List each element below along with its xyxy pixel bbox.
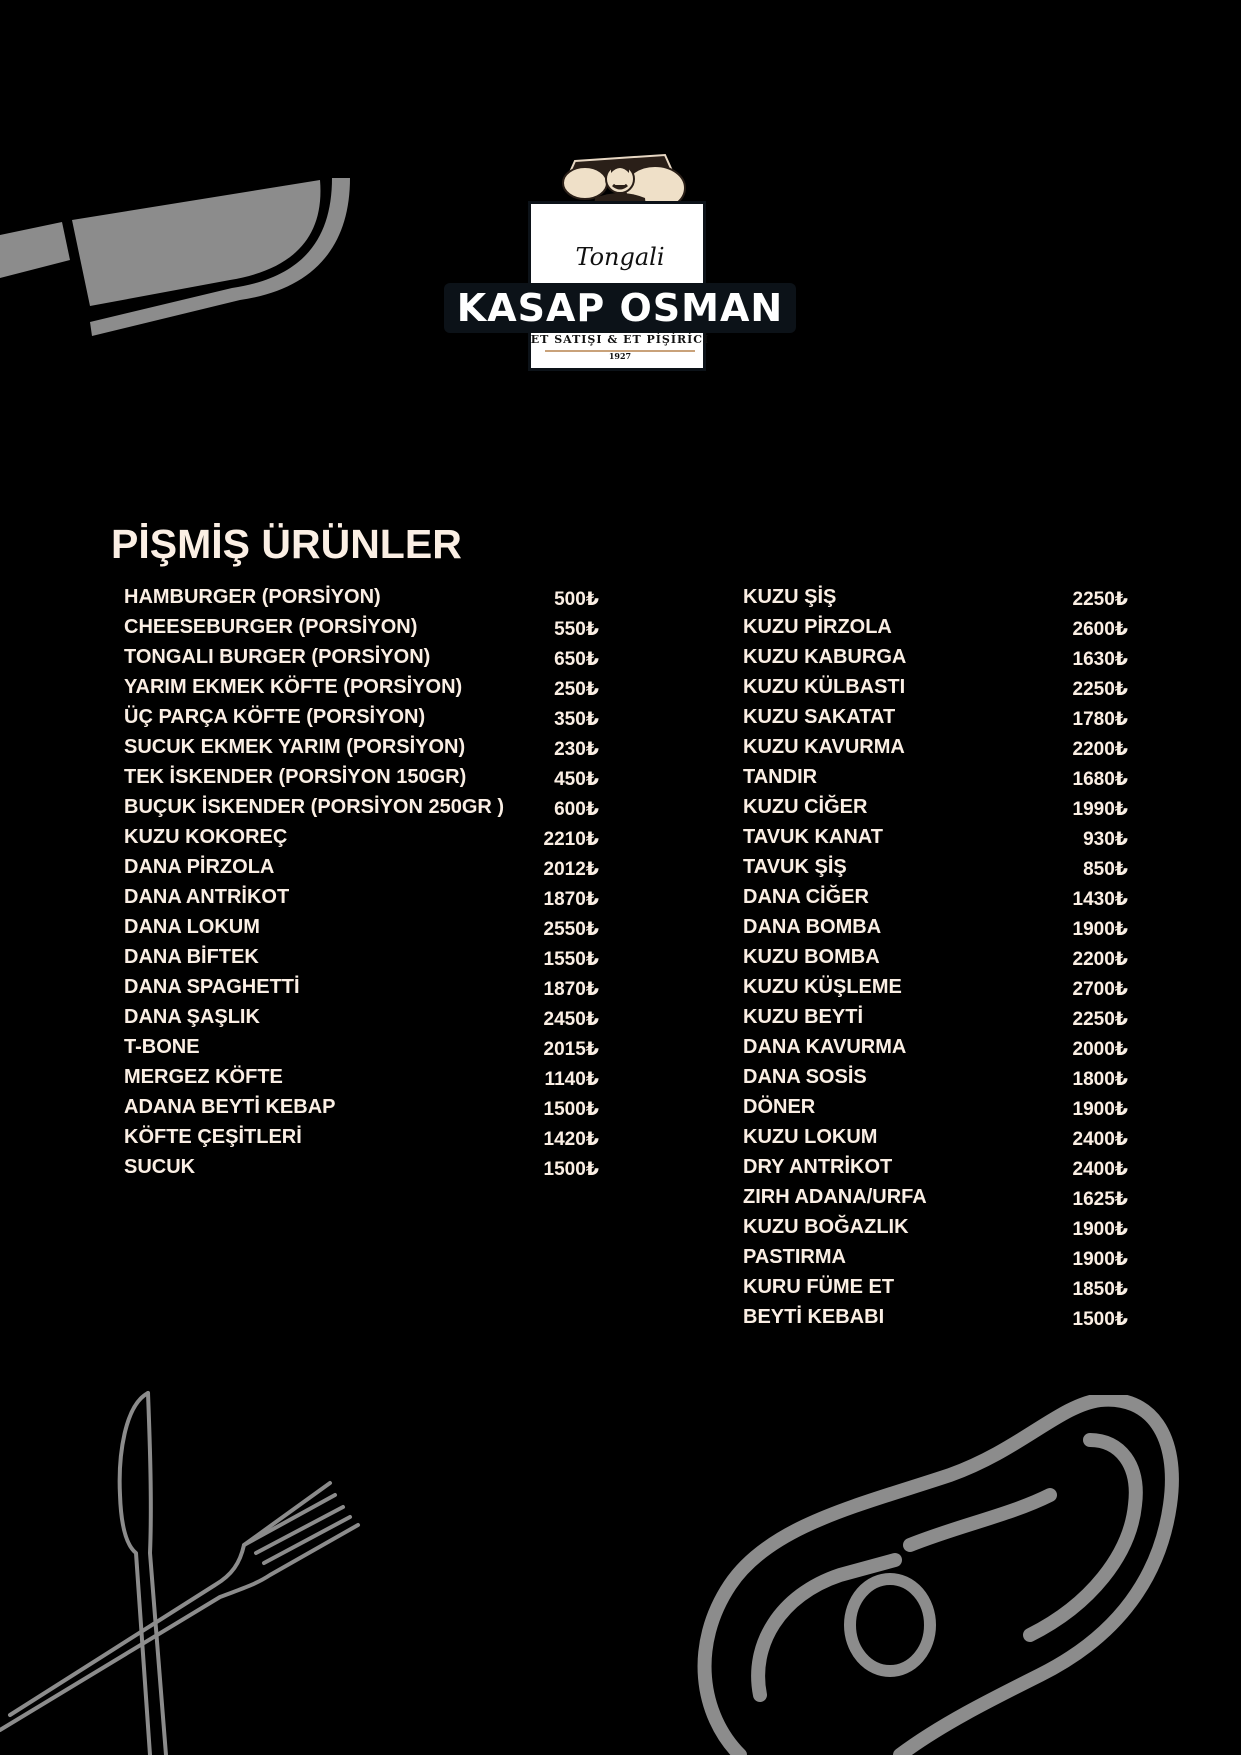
cleaver-icon xyxy=(0,170,360,350)
menu-item-price: 250₺ xyxy=(554,679,599,700)
menu-item-price: 1900₺ xyxy=(1072,919,1128,940)
steak-icon xyxy=(690,1395,1210,1755)
menu-item-name: KUZU BOMBA xyxy=(743,946,880,968)
menu-item xyxy=(743,942,1128,972)
menu-item-name: SUCUK xyxy=(124,1156,196,1178)
menu-item-name: KUZU KOKOREÇ xyxy=(124,826,288,848)
menu-item-price: 1420₺ xyxy=(543,1129,599,1150)
menu-item-name: DANA ANTRİKOT xyxy=(124,886,290,908)
menu-item-price: 2200₺ xyxy=(1072,949,1128,970)
menu-item-name: KUZU BEYTİ xyxy=(743,1006,863,1028)
menu-item xyxy=(743,822,1128,852)
menu-item-name: KUZU ŞİŞ xyxy=(743,586,837,608)
menu-item-name: TONGALI BURGER (PORSİYON) xyxy=(124,646,431,668)
menu-item-price: 1630₺ xyxy=(1072,649,1128,670)
menu-item-name: CHEESEBURGER (PORSİYON) xyxy=(124,616,418,638)
menu-item-name: DANA SPAGHETTİ xyxy=(124,976,300,998)
menu-item-price: 2600₺ xyxy=(1072,619,1128,640)
menu-item-name: HAMBURGER (PORSİYON) xyxy=(124,586,381,608)
menu-item-name: DANA LOKUM xyxy=(124,916,260,938)
menu-item-price: 2210₺ xyxy=(543,829,599,850)
menu-item-name: DANA ŞAŞLIK xyxy=(124,1006,260,1028)
menu-item xyxy=(743,1302,1128,1332)
menu-item xyxy=(743,912,1128,942)
menu-item-name: TAVUK KANAT xyxy=(743,826,883,848)
brand-logo xyxy=(440,143,800,368)
menu-item xyxy=(124,912,599,942)
menu-item xyxy=(124,792,599,822)
menu-item-price: 1870₺ xyxy=(543,979,599,1000)
brand-year: 1927 xyxy=(608,351,632,361)
menu-item-name: KUZU SAKATAT xyxy=(743,706,896,728)
menu-item-price: 1850₺ xyxy=(1072,1279,1128,1300)
menu-item-price: 2450₺ xyxy=(543,1009,599,1030)
menu-item-name: KUZU KAVURMA xyxy=(743,736,905,758)
menu-item xyxy=(743,1242,1128,1272)
menu-item-name: TEK İSKENDER (PORSİYON 150GR) xyxy=(124,766,467,788)
menu-item-price: 1140₺ xyxy=(544,1069,599,1090)
menu-item-price: 2550₺ xyxy=(543,919,599,940)
menu-item-price: 930₺ xyxy=(1083,829,1128,850)
menu-item xyxy=(743,762,1128,792)
menu-item xyxy=(743,1212,1128,1242)
menu-item xyxy=(124,762,599,792)
menu-item-name: ÜÇ PARÇA KÖFTE (PORSİYON) xyxy=(124,706,426,728)
menu-item xyxy=(124,1122,599,1152)
menu-item xyxy=(743,1062,1128,1092)
menu-item-price: 450₺ xyxy=(554,769,599,790)
brand-script-name: Tongali xyxy=(575,243,665,271)
menu-item-price: 1500₺ xyxy=(1072,1309,1128,1330)
menu-item xyxy=(124,702,599,732)
menu-item-price: 500₺ xyxy=(554,589,599,610)
menu-item-price: 2250₺ xyxy=(1072,1009,1128,1030)
menu-item xyxy=(743,1152,1128,1182)
menu-item xyxy=(124,1092,599,1122)
menu-item-name: DANA KAVURMA xyxy=(743,1036,907,1058)
menu-item xyxy=(124,612,599,642)
menu-item-price: 2700₺ xyxy=(1072,979,1128,1000)
menu-item-price: 2000₺ xyxy=(1072,1039,1128,1060)
menu-item-name: MERGEZ KÖFTE xyxy=(124,1066,283,1088)
menu-item-name: BUÇUK İSKENDER (PORSİYON 250GR ) xyxy=(124,796,505,818)
menu-item-name: T-BONE xyxy=(124,1036,200,1058)
menu-item xyxy=(124,1152,599,1182)
menu-item xyxy=(124,1002,599,1032)
menu-item xyxy=(124,1062,599,1092)
menu-item-name: DANA SOSİS xyxy=(743,1066,867,1088)
menu-item xyxy=(124,942,599,972)
menu-item-name: DANA PİRZOLA xyxy=(124,856,275,878)
menu-item-price: 1900₺ xyxy=(1072,1219,1128,1240)
menu-item-price: 550₺ xyxy=(554,619,599,640)
menu-item-price: 2015₺ xyxy=(543,1039,599,1060)
menu-item-name: KURU FÜME ET xyxy=(743,1276,895,1298)
menu-list-right xyxy=(743,582,1128,1332)
section-title: PİŞMİŞ ÜRÜNLER xyxy=(111,521,462,567)
menu-item xyxy=(124,642,599,672)
menu-item xyxy=(743,1122,1128,1152)
menu-item-name: KUZU PİRZOLA xyxy=(743,616,892,638)
menu-item-name: PASTIRMA xyxy=(743,1246,846,1268)
menu-item-price: 1900₺ xyxy=(1072,1099,1128,1120)
menu-item xyxy=(124,972,599,1002)
menu-item-price: 650₺ xyxy=(554,649,599,670)
menu-item xyxy=(743,1032,1128,1062)
menu-item-price: 1780₺ xyxy=(1072,709,1128,730)
menu-item xyxy=(124,882,599,912)
menu-item xyxy=(743,672,1128,702)
menu-item-name: KUZU CİĞER xyxy=(743,796,868,818)
menu-item-name: KÖFTE ÇEŞİTLERİ xyxy=(124,1126,302,1148)
menu-item-name: TANDIR xyxy=(743,766,818,788)
menu-item-price: 1990₺ xyxy=(1072,799,1128,820)
menu-item-price: 230₺ xyxy=(554,739,599,760)
menu-item xyxy=(743,732,1128,762)
menu-item xyxy=(743,1092,1128,1122)
menu-item-name: DANA CİĞER xyxy=(743,886,869,908)
menu-item xyxy=(124,822,599,852)
menu-item-price: 2012₺ xyxy=(543,859,599,880)
menu-item xyxy=(743,702,1128,732)
menu-item-name: ZIRH ADANA/URFA xyxy=(743,1186,927,1208)
menu-item-name: DRY ANTRİKOT xyxy=(743,1156,893,1178)
menu-item-name: KUZU KÜŞLEME xyxy=(743,976,902,998)
menu-item-price: 2400₺ xyxy=(1072,1159,1128,1180)
menu-item-name: DANA BOMBA xyxy=(743,916,882,938)
menu-item-price: 600₺ xyxy=(554,799,599,820)
menu-item-price: 850₺ xyxy=(1083,859,1128,880)
menu-item-name: KUZU BOĞAZLIK xyxy=(743,1216,909,1238)
menu-item xyxy=(743,1272,1128,1302)
menu-item xyxy=(124,852,599,882)
menu-item xyxy=(743,642,1128,672)
menu-item xyxy=(743,792,1128,822)
menu-item xyxy=(743,582,1128,612)
menu-item-price: 1430₺ xyxy=(1072,889,1128,910)
menu-item-price: 1550₺ xyxy=(543,949,599,970)
menu-item xyxy=(743,852,1128,882)
menu-item xyxy=(124,672,599,702)
menu-item xyxy=(124,1032,599,1062)
menu-item-price: 1500₺ xyxy=(543,1159,599,1180)
menu-item-name: SUCUK EKMEK YARIM (PORSİYON) xyxy=(124,736,466,758)
menu-item-price: 2200₺ xyxy=(1072,739,1128,760)
menu-item-name: DÖNER xyxy=(743,1096,816,1118)
menu-item-price: 1800₺ xyxy=(1072,1069,1128,1090)
menu-item xyxy=(743,1182,1128,1212)
fork-and-knife-icon xyxy=(0,1385,380,1755)
brand-tagline: ET SATIŞI & ET PİŞİRİCİ xyxy=(530,333,710,346)
menu-item-name: ADANA BEYTİ KEBAP xyxy=(124,1096,336,1118)
menu-item-name: KUZU LOKUM xyxy=(743,1126,878,1148)
menu-item-price: 1625₺ xyxy=(1072,1189,1128,1210)
menu-item-price: 350₺ xyxy=(554,709,599,730)
menu-item-price: 1500₺ xyxy=(543,1099,599,1120)
menu-item-price: 1900₺ xyxy=(1072,1249,1128,1270)
menu-item xyxy=(743,882,1128,912)
menu-item xyxy=(124,582,599,612)
menu-item xyxy=(743,1002,1128,1032)
menu-item xyxy=(743,612,1128,642)
menu-item-name: KUZU KÜLBASTI xyxy=(743,676,906,698)
menu-item-name: KUZU KABURGA xyxy=(743,646,907,668)
menu-item xyxy=(124,732,599,762)
menu-item-name: DANA BİFTEK xyxy=(124,946,259,968)
menu-item xyxy=(743,972,1128,1002)
menu-item-price: 2250₺ xyxy=(1072,589,1128,610)
menu-item-price: 2400₺ xyxy=(1072,1129,1128,1150)
menu-item-name: TAVUK ŞİŞ xyxy=(743,856,847,878)
brand-name: KASAP OSMAN xyxy=(444,283,796,333)
menu-item-price: 2250₺ xyxy=(1072,679,1128,700)
menu-item-name: YARIM EKMEK KÖFTE (PORSİYON) xyxy=(124,676,463,698)
menu-item-name: BEYTİ KEBABI xyxy=(743,1306,885,1328)
menu-item-price: 1870₺ xyxy=(543,889,599,910)
menu-item-price: 1680₺ xyxy=(1072,769,1128,790)
menu-list-left xyxy=(124,582,599,1182)
